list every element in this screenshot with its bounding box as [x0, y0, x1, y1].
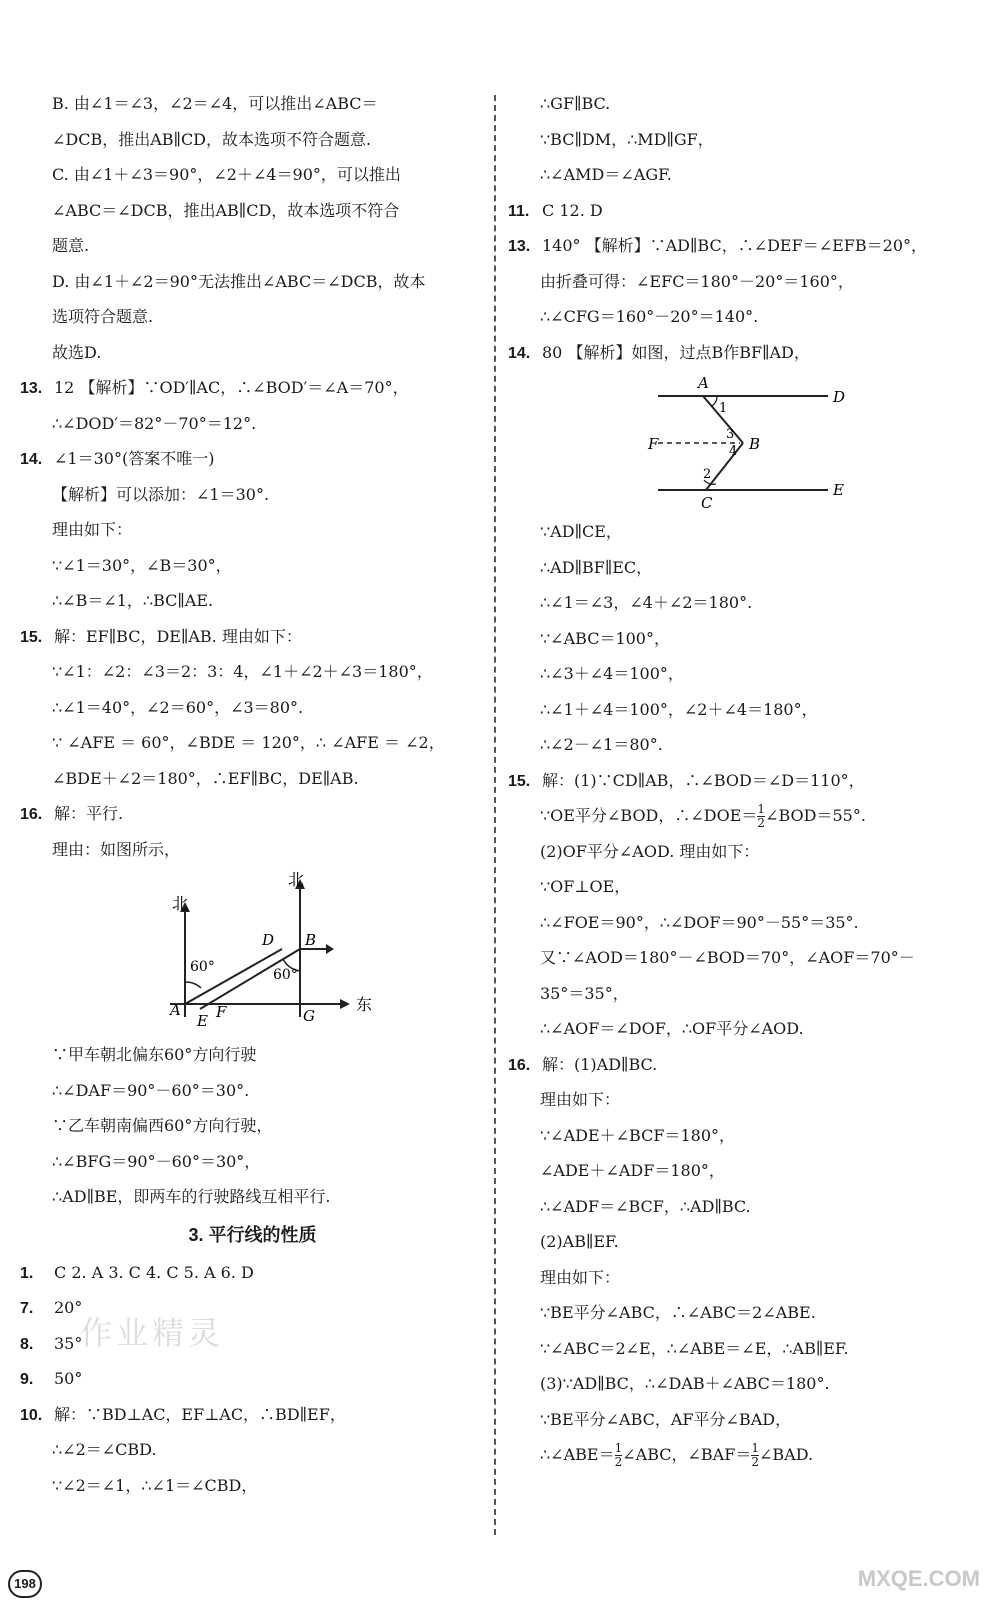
line-text: ∴∠1＝∠3，∠4＋∠2＝180°. — [540, 593, 753, 612]
label-B: B — [749, 435, 761, 453]
line-text: (2)OF平分∠AOD. 理由如下： — [540, 841, 760, 861]
answer-line-fraction-last: ∴∠ABE＝ $\frac{1}{2}$ ∠ABC，∠BAF＝ $\frac{1}{2}$ ∠BAD. — [540, 1441, 814, 1469]
line-text: 解：(1)∵CD∥AB，∴∠BOD＝∠D＝110°， — [542, 770, 865, 790]
line-text: ∵BE平分∠ABC，∴∠ABC＝2∠ABE. — [540, 1303, 816, 1322]
line-text: C 12. D — [542, 200, 603, 220]
label-4: 4 — [729, 444, 738, 459]
label-angle-1: 60° — [190, 959, 215, 975]
left-answer-lines — [20, 86, 485, 867]
answer-line — [20, 1397, 485, 1433]
answer-line — [508, 1189, 978, 1225]
answer-line — [508, 86, 978, 122]
answer-line — [508, 621, 978, 657]
line-text: ∴∠2－∠1＝80°. — [540, 735, 663, 754]
route-ad — [185, 949, 282, 1004]
line-text: ∴∠AMD＝∠AGF. — [540, 165, 672, 184]
line-text: ∵∠ABC＝100°， — [540, 628, 670, 648]
answer-line — [508, 335, 978, 371]
line-text: ∴∠1＋∠4＝100°，∠2＋∠4＝180°， — [540, 699, 818, 719]
label-D: D — [833, 388, 846, 406]
answer-line — [20, 1361, 485, 1397]
question-number: 8. — [20, 1335, 34, 1353]
line-text: ∵∠ABC＝2∠E，∴∠ABE＝∠E，∴AB∥EF. — [540, 1338, 849, 1358]
answer-line — [508, 727, 978, 763]
question-number: 15. — [508, 772, 531, 790]
answer-line — [508, 157, 978, 193]
line-text: 由折叠可得：∠EFC＝180°－20°＝160°， — [540, 271, 854, 291]
answer-line — [20, 406, 485, 442]
line-text: 140° 【解析】∵AD∥BC，∴∠DEF＝∠EFB＝20°， — [542, 236, 928, 255]
left-answer-lines-2 — [20, 1037, 485, 1215]
line-text: ∴∠ADF＝∠BCF，∴AD∥BC. — [540, 1196, 751, 1216]
answer-line — [20, 1144, 485, 1180]
right-answer-lines-3 — [508, 834, 978, 1438]
line-text: ∵BC∥DM，∴MD∥GF， — [540, 129, 714, 149]
page-number: 198 — [8, 1570, 42, 1598]
question-number: 9. — [20, 1371, 34, 1388]
label-E: E — [197, 1012, 208, 1030]
answer-line — [508, 940, 978, 976]
answer-line — [508, 228, 978, 264]
line-text: 选项符合题意. — [52, 307, 154, 326]
answer-line — [508, 1224, 978, 1260]
line-text: ∴∠BFG＝90°－60°＝30°， — [52, 1151, 261, 1171]
line-text: 20° — [54, 1298, 83, 1317]
line-text: B. 由∠1＝∠3，∠2＝∠4，可以推出∠ABC＝ — [52, 94, 378, 113]
question-number: 14. — [20, 451, 43, 468]
answer-line — [508, 299, 978, 335]
line-text: C 2. A 3. C 4. C 5. A 6. D — [54, 1262, 254, 1282]
answer-line — [20, 583, 485, 619]
line-text: D. 由∠1＋∠2＝90°无法推出∠ABC＝∠DCB，故本 — [52, 271, 426, 291]
line-text: 故选D. — [52, 342, 102, 362]
line-text: ∴AD∥BF∥EC， — [540, 557, 653, 577]
answer-line — [20, 122, 485, 158]
answer-line — [20, 725, 485, 761]
label-1: 1 — [719, 401, 728, 416]
column-divider — [494, 95, 496, 1535]
answer-line — [508, 514, 978, 550]
watermark: MXQE.COM — [857, 1566, 980, 1591]
line-text: ∠1＝30°(答案不唯一) — [54, 449, 215, 468]
line-text: 80 【解析】如图，过点B作BF∥AD， — [542, 342, 810, 362]
answer-line — [508, 1260, 978, 1296]
label-C: C — [701, 494, 713, 512]
answer-line — [20, 619, 485, 655]
question-number: 11. — [508, 202, 530, 220]
answer-line — [508, 976, 978, 1012]
line-text: 又∵∠AOD＝180°－∠BOD＝70°，∠AOF＝70°－ — [540, 948, 915, 967]
parallel-diagram — [508, 370, 978, 514]
line-text: ∵OF⊥OE， — [540, 877, 631, 896]
question-number: 10. — [20, 1406, 43, 1424]
east-arrow — [340, 999, 350, 1009]
label-2: 2 — [703, 467, 712, 482]
answer-line — [508, 1082, 978, 1118]
answer-line — [508, 585, 978, 621]
section-title: 3. 平行线的性质 — [188, 1224, 317, 1245]
answer-line — [20, 1432, 485, 1468]
right-column — [508, 86, 978, 1473]
question-number: 13. — [508, 238, 531, 255]
line-text: ∴∠3＋∠4＝100°， — [540, 664, 684, 683]
label-north-a: 北 — [172, 894, 189, 913]
label-A: A — [698, 374, 709, 392]
answer-line — [20, 335, 485, 371]
answer-line — [20, 654, 485, 690]
parallel-lines-figure — [508, 370, 978, 514]
answer-line — [20, 832, 485, 868]
line-text: 【解析】可以添加：∠1＝30°. — [52, 484, 270, 504]
label-A: A — [170, 1001, 181, 1019]
answer-line — [20, 761, 485, 797]
line-text: 理由如下： — [52, 520, 133, 539]
line-text: 理由如下： — [540, 1267, 621, 1287]
line-text: ∠BDE＋∠2＝180°，∴EF∥BC，DE∥AB. — [52, 768, 359, 788]
answer-line — [20, 1255, 485, 1291]
label-3: 3 — [726, 427, 735, 442]
left-answer-lines-3 — [20, 1255, 485, 1504]
answer-line — [20, 370, 485, 406]
answer-line — [20, 157, 485, 193]
question-number: 15. — [20, 628, 43, 646]
line-text: 理由：如图所示， — [52, 839, 181, 859]
question-number: 16. — [508, 1056, 531, 1074]
line-text: 理由如下： — [540, 1090, 621, 1109]
line-text: ∴∠B＝∠1，∴BC∥AE. — [52, 591, 214, 610]
answer-line — [508, 122, 978, 158]
answer-line — [508, 869, 978, 905]
line-text: 解：EF∥BC，DE∥AB. 理由如下： — [54, 626, 302, 646]
answer-line — [20, 86, 485, 122]
line-text: 12 【解析】∵OD′∥AC，∴∠BOD′＝∠A＝70°， — [54, 378, 409, 397]
watermark-stamp: 作业精灵 — [80, 1315, 225, 1351]
answer-line — [20, 548, 485, 584]
answer-line — [20, 264, 485, 300]
line-text: ∠ABC＝∠DCB，推出AB∥CD，故本选项不符合 — [52, 200, 400, 220]
line-text: ∵∠ADE＋∠BCF＝180°， — [540, 1125, 735, 1145]
line-text: ∵∠1＝30°，∠B＝30°， — [52, 555, 232, 575]
line-text: ∴∠DAF＝90°－60°＝30°. — [52, 1080, 250, 1100]
answer-line — [20, 441, 485, 477]
line-text: ∵ ∠AFE ＝ 60°，∠BDE ＝ 120°，∴ ∠AFE ＝ ∠2， — [52, 733, 445, 752]
label-E: E — [833, 481, 844, 499]
line-text: ∴GF∥BC. — [540, 94, 611, 113]
line-text: ∴∠1＝40°，∠2＝60°，∠3＝80°. — [52, 697, 304, 717]
answer-line — [508, 1047, 978, 1083]
left-column — [20, 86, 485, 1503]
line-text: 解：平行. — [54, 804, 124, 823]
answer-line — [20, 1037, 485, 1073]
answer-line — [508, 905, 978, 941]
segment-bc — [706, 443, 743, 490]
answer-line — [20, 1468, 485, 1504]
line-text: 50° — [54, 1369, 83, 1388]
line-text: ∵AD∥CE， — [540, 522, 622, 541]
line-text: ∵∠1：∠2：∠3＝2：3：4，∠1＋∠2＋∠3＝180°， — [52, 662, 433, 681]
answer-line — [508, 1331, 978, 1367]
line-text: ∴∠AOF＝∠DOF，∴OF平分∠AOD. — [540, 1019, 804, 1038]
line-text: 解：∵BD⊥AC，EF⊥AC，∴BD∥EF， — [54, 1404, 346, 1424]
answer-line — [508, 834, 978, 870]
label-F: F — [216, 1003, 227, 1021]
line-text: ∵乙车朝南偏西60°方向行驶， — [52, 1116, 273, 1135]
compass-figure — [20, 867, 485, 1037]
answer-line — [508, 1366, 978, 1402]
answer-line — [20, 690, 485, 726]
label-G: G — [303, 1007, 315, 1025]
answer-line — [20, 193, 485, 229]
answer-line — [20, 299, 485, 335]
line-text: 35° — [54, 1333, 83, 1353]
answer-line — [508, 1295, 978, 1331]
answer-line-fraction: ∵OE平分∠BOD，∴∠DOE＝ $\frac{1}{2}$ ∠BOD＝55°. — [540, 802, 866, 830]
line-text: ∴∠CFG＝160°－20°＝140°. — [540, 307, 759, 326]
answer-line — [508, 1153, 978, 1189]
answer-line — [20, 1073, 485, 1109]
compass-diagram — [20, 867, 485, 1037]
east-arrow-b — [326, 944, 334, 954]
line-text: ∵甲车朝北偏东60°方向行驶 — [52, 1045, 257, 1064]
right-answer-lines-2 — [508, 514, 978, 798]
answer-line — [508, 264, 978, 300]
answer-line — [508, 1118, 978, 1154]
question-number: 7. — [20, 1300, 34, 1317]
question-number: 16. — [20, 806, 43, 823]
answer-line — [508, 550, 978, 586]
answer-line — [20, 1179, 485, 1215]
answer-line — [20, 477, 485, 513]
line-text: ∵BE平分∠ABC，AF平分∠BAD， — [540, 1409, 792, 1429]
line-text: ∴∠2＝∠CBD. — [52, 1440, 157, 1459]
line-text: 题意. — [52, 236, 90, 255]
label-angle-2: 60° — [273, 967, 298, 983]
answer-line — [508, 763, 978, 799]
line-text: 解：(1)AD∥BC. — [542, 1054, 658, 1074]
answer-line — [508, 656, 978, 692]
question-number: 13. — [20, 380, 43, 397]
answer-line — [20, 228, 485, 264]
label-D: D — [262, 931, 275, 949]
line-text: ∠ADE＋∠ADF＝180°， — [540, 1161, 725, 1180]
question-number: 1. — [20, 1264, 34, 1282]
angle-arc-1 — [185, 982, 201, 988]
line-text: ∴AD∥BE，即两车的行驶路线互相平行. — [52, 1187, 331, 1206]
label-east: 东 — [356, 995, 373, 1014]
line-text: (2)AB∥EF. — [540, 1232, 619, 1251]
line-text: C. 由∠1＋∠3＝90°，∠2＋∠4＝90°，可以推出 — [52, 165, 401, 184]
line-text: ∴∠FOE＝90°，∴∠DOF＝90°－55°＝35°. — [540, 912, 859, 932]
line-text: ∴∠DOD′＝82°－70°＝12°. — [52, 413, 257, 433]
answer-line — [20, 796, 485, 832]
answer-line — [508, 1011, 978, 1047]
answer-line — [508, 193, 978, 229]
line-text: ∵∠2＝∠1，∴∠1＝∠CBD， — [52, 1475, 258, 1495]
answer-line — [508, 692, 978, 728]
line-text: 35°＝35°， — [540, 983, 629, 1003]
line-text: (3)∵AD∥BC，∴∠DAB＋∠ABC＝180°. — [540, 1374, 830, 1393]
right-answer-lines — [508, 86, 978, 370]
answer-line — [20, 512, 485, 548]
label-F: F — [648, 435, 659, 453]
label-north-b: 北 — [288, 870, 305, 889]
line-text: ∠DCB，推出AB∥CD，故本选项不符合题意. — [52, 129, 372, 149]
answer-line — [20, 1108, 485, 1144]
answer-line — [508, 1402, 978, 1438]
question-number: 14. — [508, 344, 531, 362]
label-B: B — [305, 931, 317, 949]
